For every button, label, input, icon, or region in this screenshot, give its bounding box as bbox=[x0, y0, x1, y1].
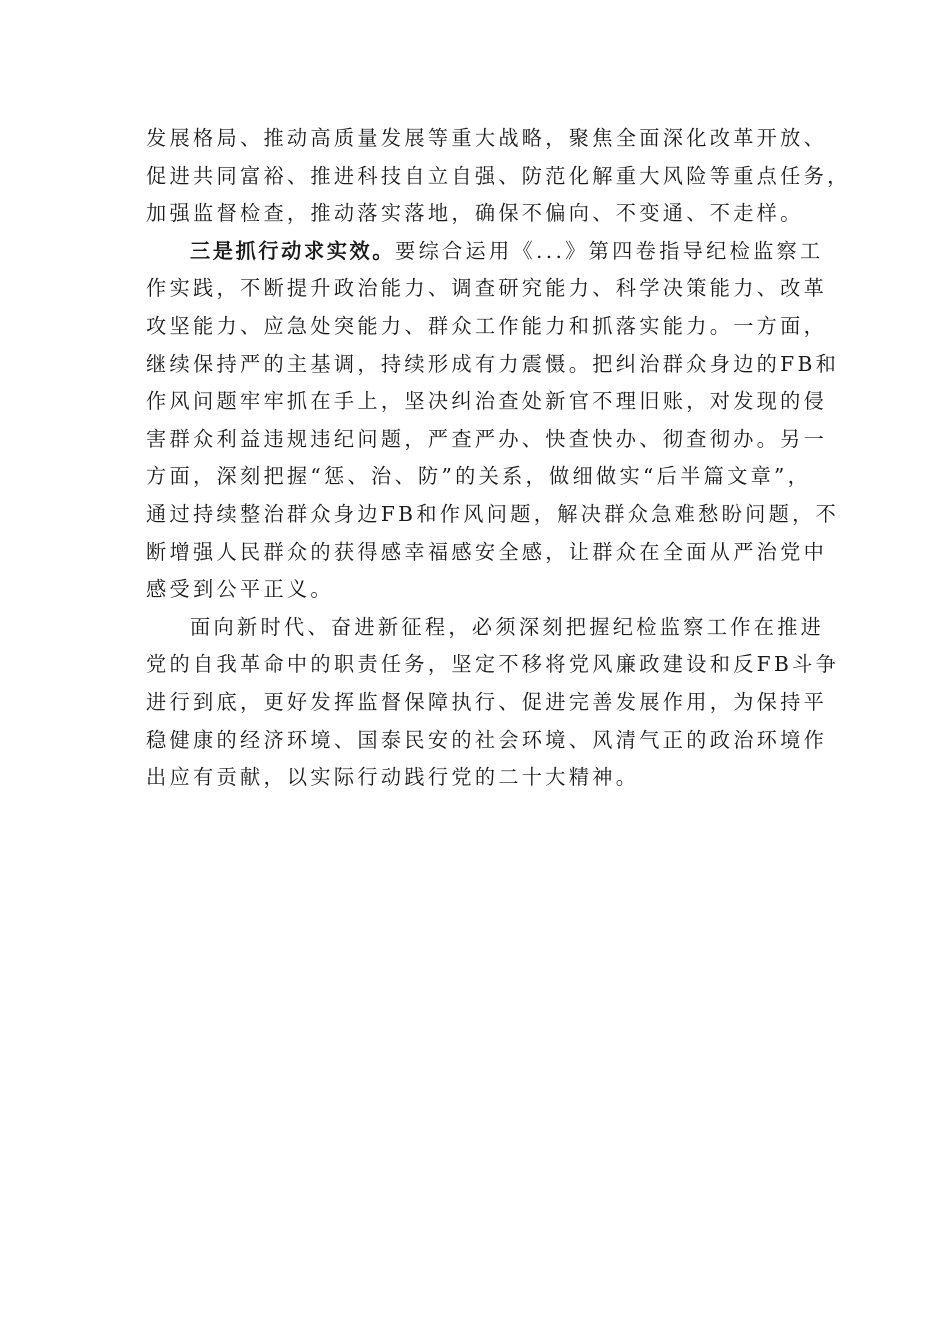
paragraph-2-first-line bbox=[146, 233, 824, 271]
text-line: 通过持续整治群众身边FB和作风问题，解决群众急难愁盼问题，不 bbox=[146, 501, 840, 526]
text-line: 作风问题牢牢抓在手上，坚决纠治查处新官不理旧账，对发现的侵 bbox=[146, 389, 828, 414]
text-line: 加强监督检查，推动落实落地，确保不偏向、不变通、不走样。 bbox=[146, 201, 804, 226]
text-line: 断增强人民群众的获得感幸福感安全感，让群众在全面从严治党中 bbox=[146, 539, 828, 564]
paragraph-2 bbox=[146, 233, 840, 609]
text-line: 继续保持严的主基调，持续形成有力震慑。把纠治群众身边的FB和 bbox=[146, 351, 840, 376]
text-line: 害群众利益违规违纪问题，严查严办、快查快办、彻查彻办。另一 bbox=[146, 426, 828, 451]
text-line: 稳健康的经济环境、国泰民安的社会环境、风清气正的政治环境作 bbox=[146, 727, 828, 752]
bold-lead-phrase: 三是抓行动求实效。 bbox=[190, 238, 396, 263]
text-line: 作实践，不断提升政治能力、调查研究能力、科学决策能力、改革 bbox=[146, 276, 828, 301]
text-line: 面向新时代、奋进新征程，必须深刻把握纪检监察工作在推进 bbox=[190, 614, 825, 639]
text-run: 要综合运用《...》第四卷指导纪检监察工 bbox=[395, 238, 824, 263]
text-line: 攻坚能力、应急处突能力、群众工作能力和抓落实能力。一方面， bbox=[146, 313, 828, 338]
text-line: 促进共同富裕、推进科技自立自强、防范化解重大风险等重点任务， bbox=[146, 163, 851, 188]
text-line: 党的自我革命中的职责任务，坚定不移将党风廉政建设和反FB斗争 bbox=[146, 652, 840, 677]
text-line: 发展格局、推动高质量发展等重大战略，聚焦全面深化改革开放、 bbox=[146, 126, 828, 150]
text-line: 出应有贡献，以实际行动践行党的二十大精神。 bbox=[146, 765, 640, 790]
text-line: 感受到公平正义。 bbox=[146, 577, 334, 602]
paragraph-3 bbox=[146, 609, 840, 797]
text-line: 进行到底，更好发挥监督保障执行、促进完善发展作用，为保持平 bbox=[146, 689, 828, 714]
paragraph-1 bbox=[146, 120, 851, 233]
text-line: 方面，深刻把握“惩、治、防”的关系，做细做实“后半篇文章”， bbox=[146, 464, 812, 489]
document-body bbox=[146, 120, 851, 797]
